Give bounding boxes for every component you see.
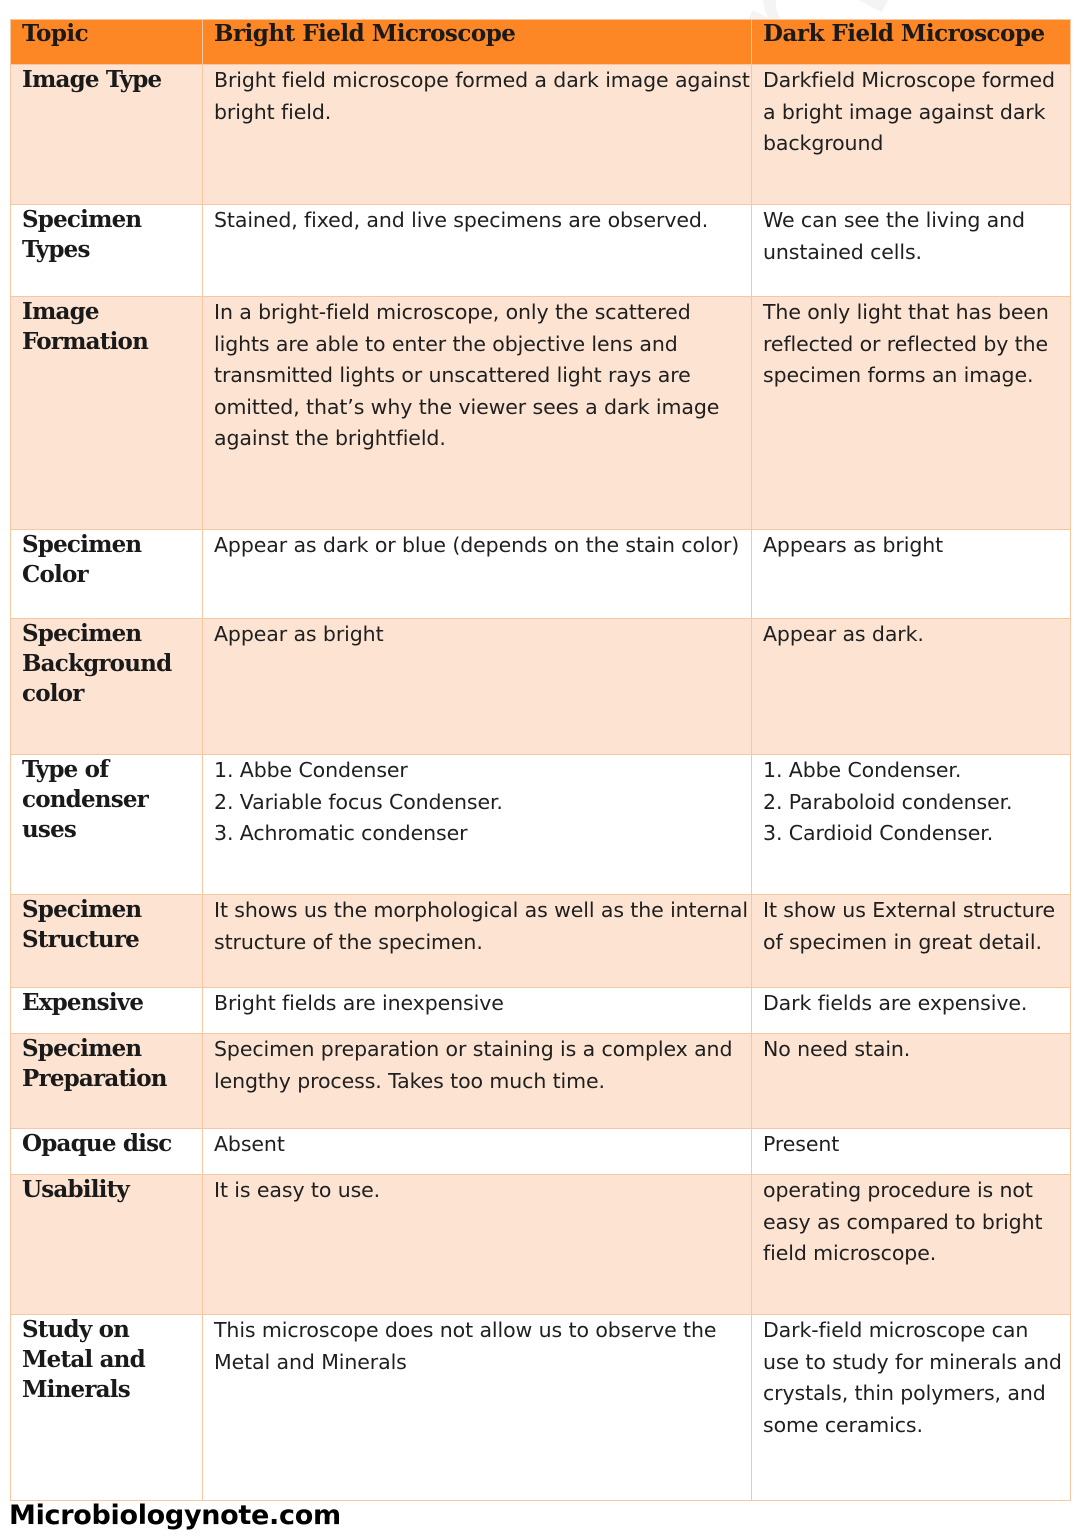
topic-cell: Type of condenser uses bbox=[11, 755, 203, 895]
site-footer: Microbiologynote.com bbox=[9, 1500, 341, 1531]
row-condenser-type bbox=[11, 755, 1071, 895]
dark-cell: Present bbox=[752, 1129, 1071, 1175]
dark-cell: Appear as dark. bbox=[752, 619, 1071, 755]
row-specimen-preparation bbox=[11, 1034, 1071, 1129]
topic-cell: Specimen Preparation bbox=[11, 1034, 203, 1129]
dark-cell bbox=[752, 755, 1071, 895]
header-topic: Topic bbox=[11, 20, 203, 65]
header-dark-field: Dark Field Microscope bbox=[752, 20, 1071, 65]
topic-cell: Specimen Color bbox=[11, 530, 203, 619]
topic-cell: Specimen Background color bbox=[11, 619, 203, 755]
list-item: 3. Cardioid Condenser. bbox=[763, 821, 994, 845]
topic-cell: Image Type bbox=[11, 65, 203, 205]
bright-cell: It shows us the morphological as well as the internal structure of the specimen. bbox=[203, 895, 752, 988]
bright-cell: It is easy to use. bbox=[203, 1175, 752, 1315]
list-item: 1. Abbe Condenser bbox=[214, 758, 408, 782]
bright-cell: Appear as bright bbox=[203, 619, 752, 755]
dark-cell: Appears as bright bbox=[752, 530, 1071, 619]
row-image-type bbox=[11, 65, 1071, 205]
row-specimen-background-color bbox=[11, 619, 1071, 755]
dark-cell: Dark fields are expensive. bbox=[752, 988, 1071, 1034]
list-item: 1. Abbe Condenser. bbox=[763, 758, 962, 782]
dark-cell: The only light that has been reflected or reflected by the specimen forms an image. bbox=[752, 297, 1071, 530]
dark-cell: operating procedure is not easy as compared to bright field microscope. bbox=[752, 1175, 1071, 1315]
dark-cell: We can see the living and unstained cells. bbox=[752, 205, 1071, 297]
dark-cell: It show us External structure of specimen in great detail. bbox=[752, 895, 1071, 988]
header-bright-field: Bright Field Microscope bbox=[203, 20, 752, 65]
row-usability bbox=[11, 1175, 1071, 1315]
dark-cell: Dark-field microscope can use to study for minerals and crystals, thin polymers, and some ceramics. bbox=[752, 1315, 1071, 1501]
topic-cell: Image Formation bbox=[11, 297, 203, 530]
topic-cell: Specimen Types bbox=[11, 205, 203, 297]
bright-cell: Appear as dark or blue (depends on the stain color) bbox=[203, 530, 752, 619]
row-expensive bbox=[11, 988, 1071, 1034]
bright-cell: Specimen preparation or staining is a complex and lengthy process. Takes too much time. bbox=[203, 1034, 752, 1129]
row-specimen-color bbox=[11, 530, 1071, 619]
row-metal-minerals bbox=[11, 1315, 1071, 1501]
topic-cell: Opaque disc bbox=[11, 1129, 203, 1175]
topic-cell: Usability bbox=[11, 1175, 203, 1315]
row-specimen-types bbox=[11, 205, 1071, 297]
bright-cell: Bright fields are inexpensive bbox=[203, 988, 752, 1034]
header-row bbox=[11, 20, 1071, 65]
topic-cell: Specimen Structure bbox=[11, 895, 203, 988]
list-item: 3. Achromatic condenser bbox=[214, 821, 468, 845]
list-item: 2. Paraboloid condenser. bbox=[763, 789, 1013, 814]
bright-cell: In a bright-field microscope, only the scattered lights are able to enter the objective lens and transmitted lights or unscattered light rays are omitted, that’s why the viewer sees a dark image against the brightfield. bbox=[203, 297, 752, 530]
row-opaque-disc bbox=[11, 1129, 1071, 1175]
bright-cell: Stained, fixed, and live specimens are observed. bbox=[203, 205, 752, 297]
list-item: 2. Variable focus Condenser. bbox=[214, 789, 503, 814]
row-specimen-structure bbox=[11, 895, 1071, 988]
bright-cell: Absent bbox=[203, 1129, 752, 1175]
dark-cell: Darkfield Microscope formed a bright image against dark background bbox=[752, 65, 1071, 205]
topic-cell: Study on Metal and Minerals bbox=[11, 1315, 203, 1501]
topic-cell: Expensive bbox=[11, 988, 203, 1034]
bright-cell: This microscope does not allow us to observe the Metal and Minerals bbox=[203, 1315, 752, 1501]
bright-cell bbox=[203, 755, 752, 895]
dark-cell: No need stain. bbox=[752, 1034, 1071, 1129]
comparison-table bbox=[10, 19, 1071, 1501]
bright-cell: Bright field microscope formed a dark image against bright field. bbox=[203, 65, 752, 205]
row-image-formation bbox=[11, 297, 1071, 530]
